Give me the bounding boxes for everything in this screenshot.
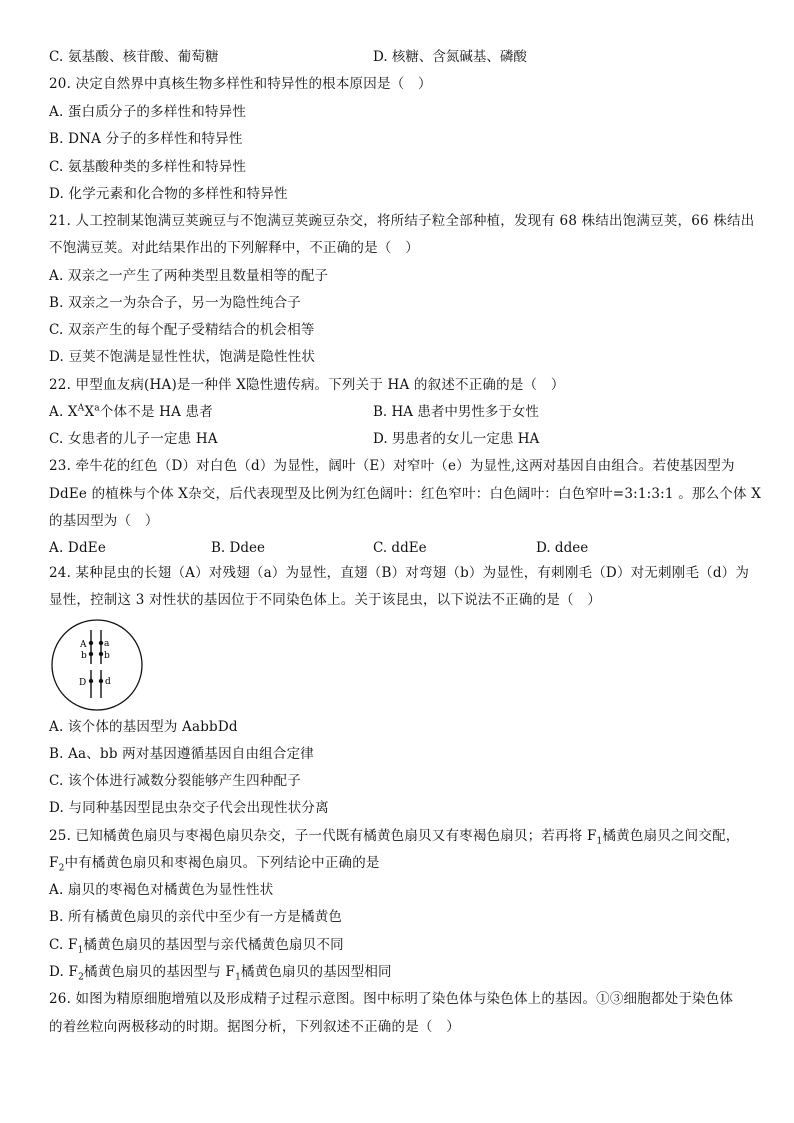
q23-option-a: A. DdEe <box>49 540 107 556</box>
q23-stem-line2: DdEe 的植株与个体 X杂交，后代表现型及比例为红色阔叶：红色窄叶：白色阔叶：白色窄叶=3:1:3:1 。那么个体 X <box>49 486 762 502</box>
q25-stem-line2: $F_2$中有橘黄色扇贝和枣褐色扇贝。下列结论中正确的是 <box>49 855 380 874</box>
locus-D <box>89 679 93 683</box>
q24-stem-line1: 24. 某种昆虫的长翅（A）对残翅（a）为显性，直翅（B）对弯翅（b）为显性，有刺刚毛（D）对无刺刚毛（d）为 <box>49 565 750 581</box>
locus-A <box>89 641 93 645</box>
label-a: a <box>104 639 110 649</box>
locus-a <box>99 641 103 645</box>
locus-b-right <box>99 652 103 656</box>
q25-option-c: C. $F_1$橘黄色扇贝的基因型与亲代橘黄色扇贝不同 <box>49 937 344 956</box>
q23-option-b: B. Ddee <box>211 540 265 556</box>
locus-b-left <box>89 652 93 656</box>
q26-stem-line1: 26. 如图为精原细胞增殖以及形成精子过程示意图。图中标明了染色体与染色体上的基因。①③细胞都处于染色体 <box>49 991 734 1007</box>
q19-option-d: D. 核糖、含氮碱基、磷酸 <box>373 49 527 65</box>
q22-option-d: D. 男患者的女儿一定患 HA <box>373 431 540 447</box>
q21-option-c: C. 双亲产生的每个配子受精结合的机会相等 <box>49 322 315 338</box>
q22-option-b: B. HA 患者中男性多于女性 <box>373 404 539 420</box>
q21-option-b: B. 双亲之一为杂合子，另一为隐性纯合子 <box>49 295 302 311</box>
q20-stem: 20. 决定自然界中真核生物多样性和特异性的根本原因是（ ） <box>49 76 432 92</box>
q25-option-a: A. 扇贝的枣褐色对橘黄色为显性性状 <box>49 882 274 898</box>
q21-option-a: A. 双亲之一产生了两种类型且数量相等的配子 <box>49 268 329 284</box>
q20-option-b: B. DNA 分子的多样性和特异性 <box>49 131 243 147</box>
q25-option-d: D. $F_2$橘黄色扇贝的基因型与 $F_1$橘黄色扇贝的基因型相同 <box>49 964 392 983</box>
q21-stem-line2: 不饱满豆荚。对此结果作出的下列解释中，不正确的是（ ） <box>49 240 419 256</box>
q23-option-c: C. ddEe <box>373 540 427 556</box>
q23-option-d: D. ddee <box>536 540 589 556</box>
q20-option-d: D. 化学元素和化合物的多样性和特异性 <box>49 186 288 202</box>
locus-d <box>99 679 103 683</box>
q24-option-d: D. 与同种基因型昆虫杂交子代会出现性状分离 <box>49 800 329 816</box>
label-d: d <box>105 677 111 687</box>
q22-option-c: C. 女患者的儿子一定患 HA <box>49 431 218 447</box>
q22-option-a: A. $X^AX^a$个体不是 HA 患者 <box>49 403 213 420</box>
q25-stem-line1: 25. 已知橘黄色扇贝与枣褐色扇贝杂交，子一代既有橘黄色扇贝又有枣褐色扇贝；若再将 $F_1$橘黄色扇贝之间交配， <box>49 828 740 847</box>
label-b-right: b <box>104 651 110 661</box>
cell-outline <box>52 620 142 710</box>
chromosome-cell-diagram <box>50 618 144 712</box>
q24-option-a: A. 该个体的基因型为 AabbDd <box>49 719 238 735</box>
q24-option-c: C. 该个体进行减数分裂能够产生四种配子 <box>49 773 301 789</box>
label-D: D <box>79 678 87 688</box>
q26-stem-line2: 的着丝粒向两极移动的时期。据图分析，下列叙述不正确的是（ ） <box>49 1019 460 1035</box>
q19-option-c: C. 氨基酸、核苷酸、葡萄糖 <box>49 49 219 65</box>
q21-option-d: D. 豆荚不饱满是显性性状，饱满是隐性性状 <box>49 349 316 365</box>
q23-stem-line1: 23. 牵牛花的红色（D）对白色（d）为显性，阔叶（E）对窄叶（e）为显性,这两对基因自由组合。若使基因型为 <box>49 458 735 474</box>
q24-option-b: B. Aa、bb 两对基因遵循基因自由组合定律 <box>49 746 314 762</box>
q23-stem-line3: 的基因型为（ ） <box>49 513 159 529</box>
q22-stem: 22. 甲型血友病(HA)是一种伴 X隐性遗传病。下列关于 HA 的叙述不正确的是（ ） <box>49 377 565 393</box>
label-A: A <box>80 640 87 650</box>
q25-option-b: B. 所有橘黄色扇贝的亲代中至少有一方是橘黄色 <box>49 909 343 925</box>
q24-stem-line2: 显性，控制这 3 对性状的基因位于不同染色体上。关于该昆虫，以下说法不正确的是（ ） <box>49 592 602 608</box>
q20-option-c: C. 氨基酸种类的多样性和特异性 <box>49 159 247 175</box>
q21-stem-line1: 21. 人工控制某饱满豆荚豌豆与不饱满豆荚豌豆杂交，将所结子粒全部种植，发现有 68 株结出饱满豆荚，66 株结出 <box>49 213 755 229</box>
label-b-left: b <box>81 651 87 661</box>
q20-option-a: A. 蛋白质分子的多样性和特异性 <box>49 104 247 120</box>
